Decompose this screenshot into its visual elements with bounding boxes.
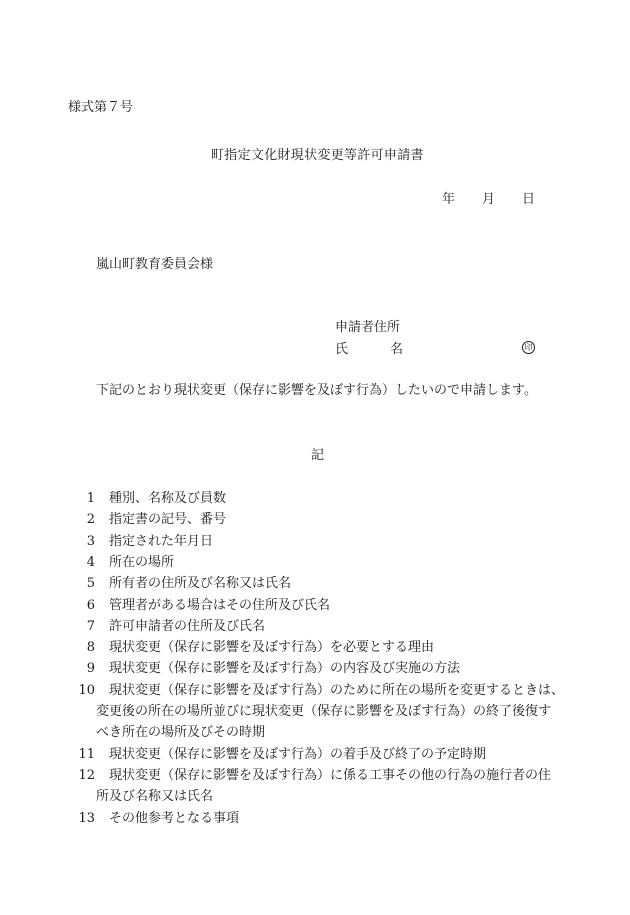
item-text: 指定書の記号、番号 <box>109 512 227 528</box>
item-text: その他参考となる事項 <box>109 810 240 826</box>
date-line <box>442 193 535 206</box>
item-number: 13 <box>78 810 95 826</box>
item-number: 3 <box>86 533 95 549</box>
item-text: 指定された年月日 <box>109 533 214 549</box>
date-month-label: 月 <box>482 192 496 207</box>
item-text: 現状変更（保存に影響を及ぼす行為）の着手及び終了の予定時期 <box>109 746 487 762</box>
item-text: 所有者の住所及び名称又は氏名 <box>109 576 292 592</box>
item-text: べき所在の場所及びその時期 <box>96 725 266 741</box>
item-text: 現状変更（保存に影響を及ぼす行為）を必要とする理由 <box>109 640 435 656</box>
item-number: 8 <box>86 640 95 656</box>
item-number: 12 <box>78 767 95 783</box>
item-text: 所在の場所 <box>109 554 175 570</box>
addressee: 嵐山町教育委員会様 <box>96 257 214 272</box>
date-day-label: 日 <box>522 192 536 207</box>
name-label-second-char: 名 <box>390 342 404 357</box>
intro-text: 下記のとおり現状変更（保存に影響を及ぼす行為）したいので申請します。 <box>96 383 537 398</box>
item-number: 2 <box>86 512 95 528</box>
item-text: 所及び名称又は氏名 <box>96 789 214 805</box>
item-number: 10 <box>78 682 95 698</box>
item-text: 現状変更（保存に影響を及ぼす行為）の内容及び実施の方法 <box>109 661 461 677</box>
item-number: 4 <box>86 554 95 570</box>
item-text: 現状変更（保存に影響を及ぼす行為）のために所在の場所を変更するときは、 <box>109 682 565 698</box>
applicant-name-line <box>335 343 403 356</box>
item-text: 管理者がある場合はその住所及び氏名 <box>109 597 331 613</box>
item-number: 9 <box>86 661 95 677</box>
item-number: 7 <box>86 618 95 634</box>
seal-icon: 印 <box>522 341 535 354</box>
item-text: 種別、名称及び員数 <box>109 491 227 506</box>
item-number: 1 <box>86 491 95 506</box>
form-number: 様式第７号 <box>68 100 134 115</box>
item-number: 6 <box>86 597 95 613</box>
document-title: 町指定文化財現状変更等許可申請書 <box>211 148 424 163</box>
ki-heading: 記 <box>311 448 325 463</box>
item-text: 許可申請者の住所及び氏名 <box>109 618 266 634</box>
item-number: 11 <box>78 746 95 762</box>
item-text: 現状変更（保存に影響を及ぼす行為）に係る工事その他の行為の施行者の住 <box>109 767 552 783</box>
date-year-label: 年 <box>442 192 456 207</box>
item-text: 変更後の所在の場所並びに現状変更（保存に影響を及ぼす行為）の終了後復す <box>96 703 552 719</box>
applicant-address-label: 申請者住所 <box>335 320 401 335</box>
name-label-first-char: 氏 <box>335 342 349 357</box>
item-number: 5 <box>86 576 95 592</box>
